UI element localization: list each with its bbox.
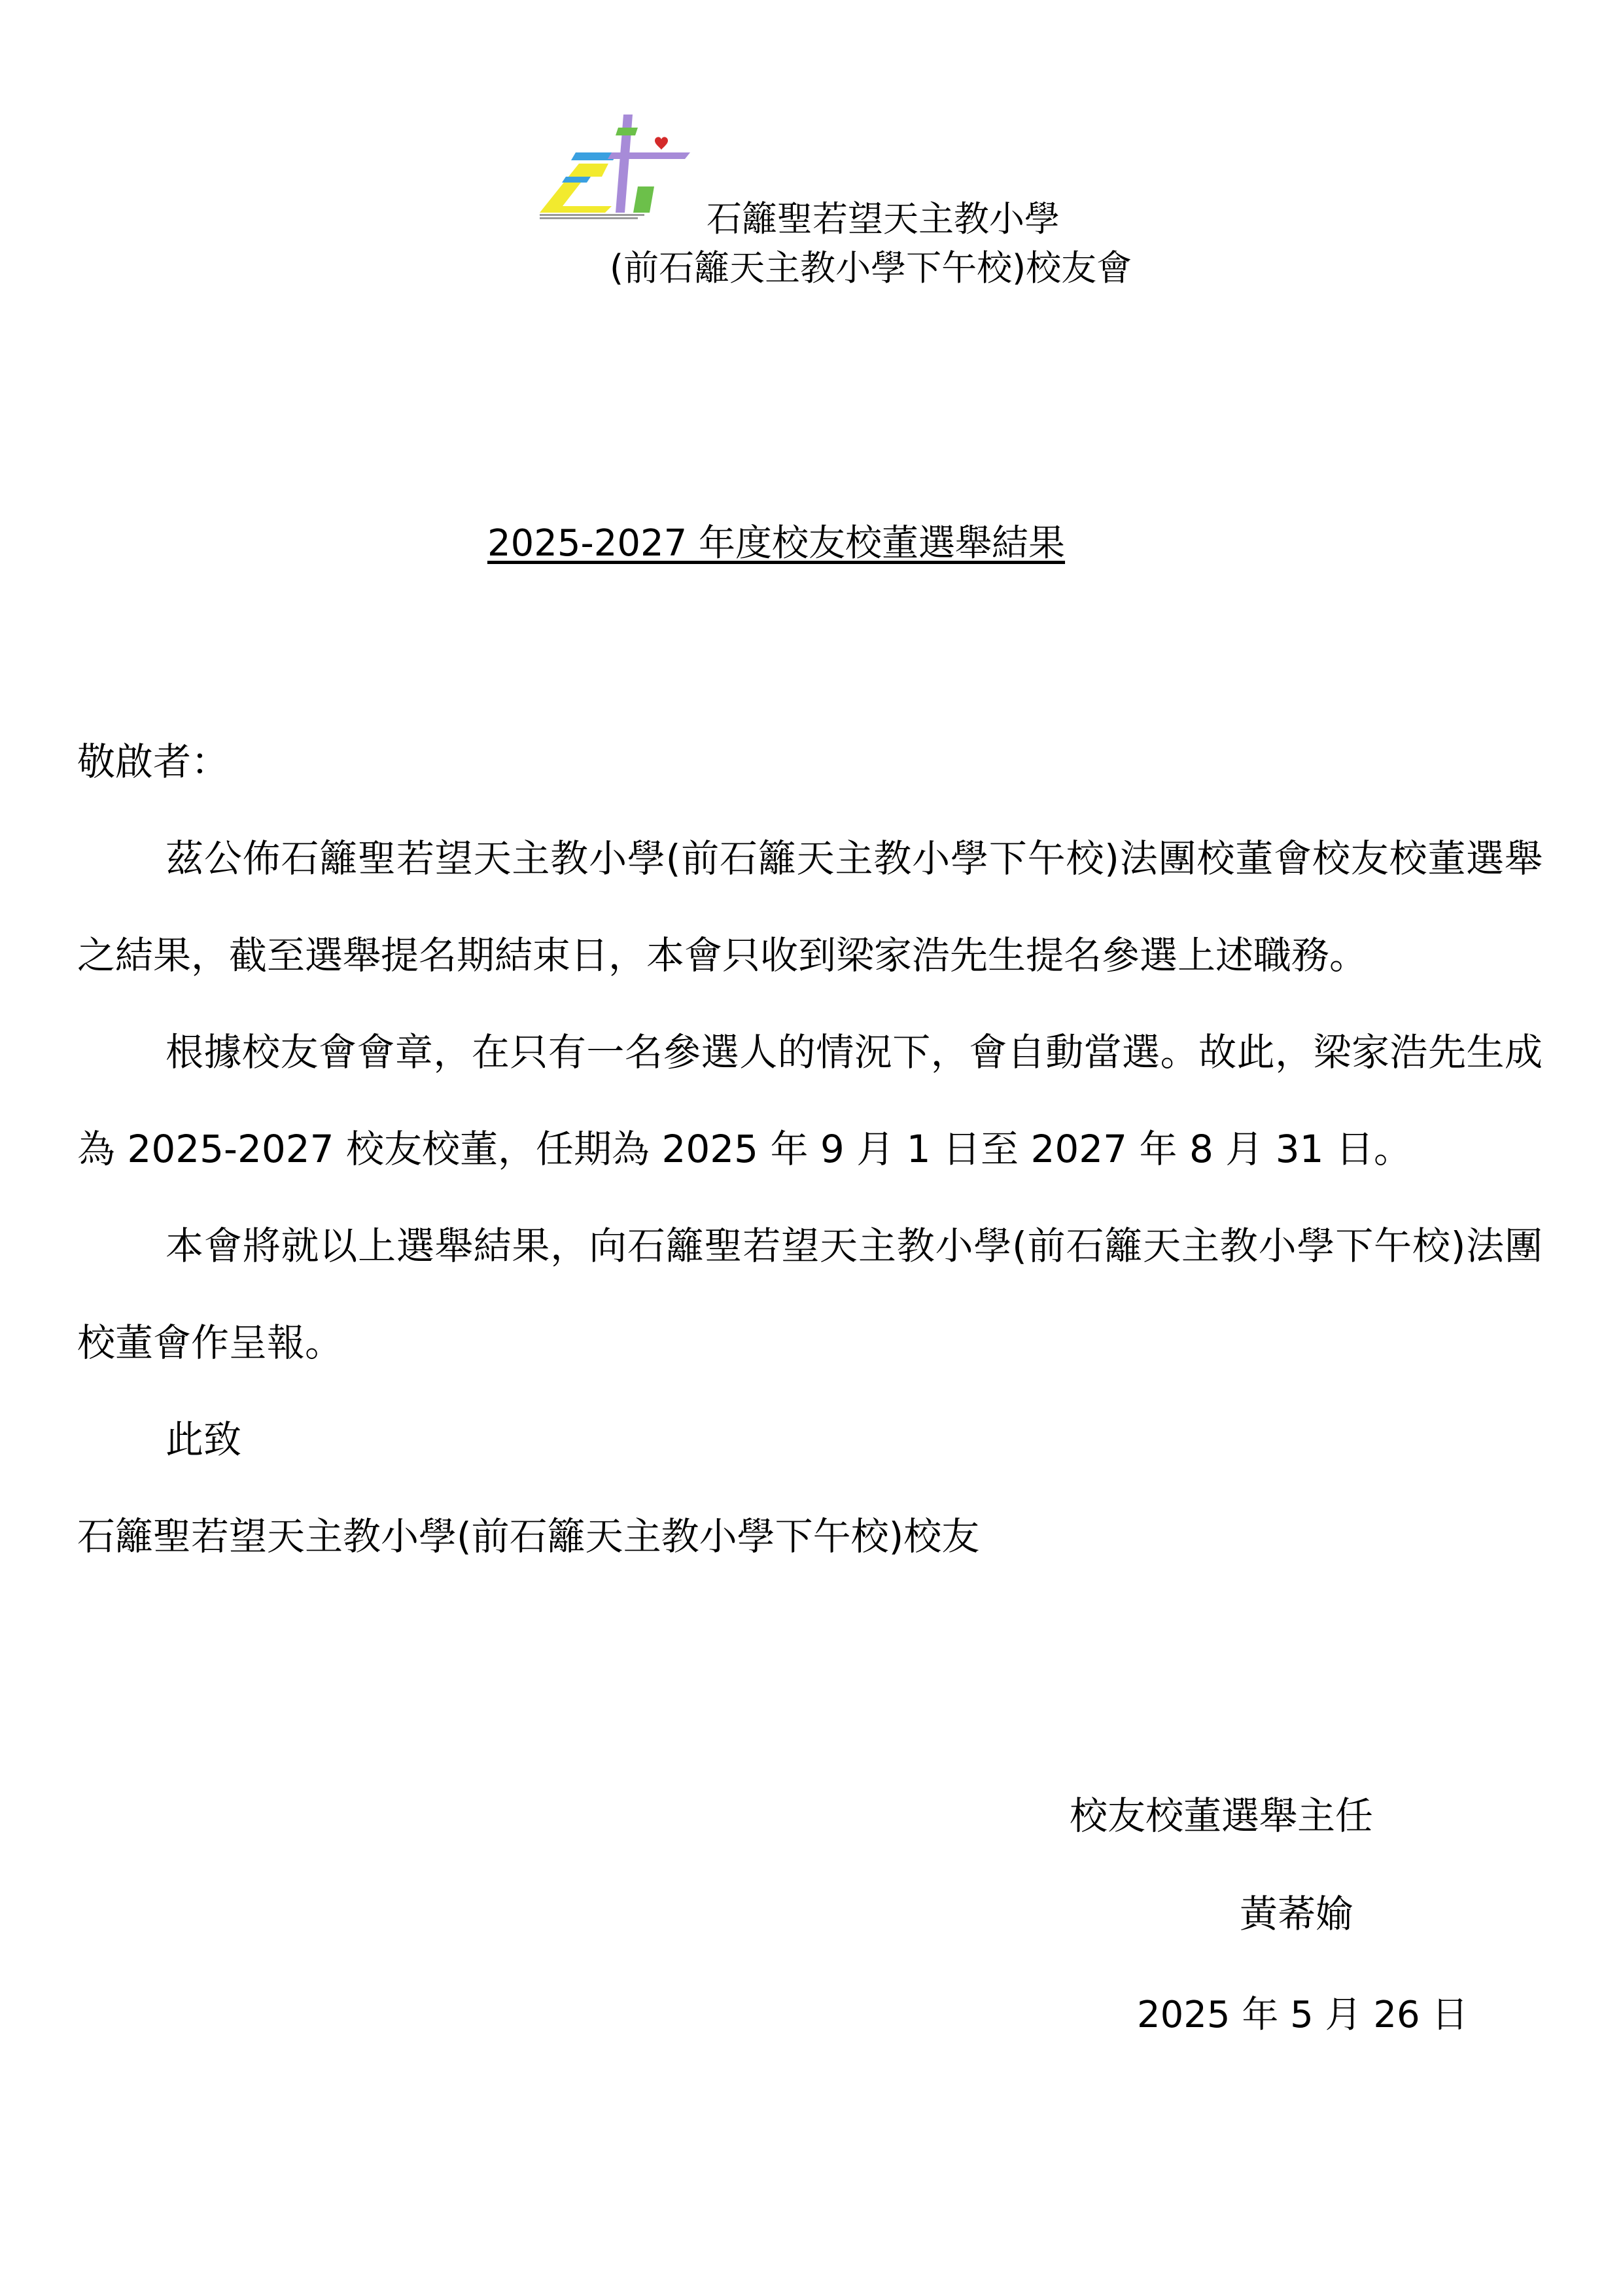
logo-heart-icon xyxy=(655,137,668,150)
paragraph-announcement: 茲公佈石籬聖若望天主教小學(前石籬天主教小學下午校)法團校董會校友校董選舉之結果，截至選舉提名期結束日，本會只收到梁家浩先生提名參選上述職務。 xyxy=(77,836,1543,978)
document-title: 2025-2027 年度校友校董選舉結果 xyxy=(487,522,1066,565)
logo-caption-line-lower xyxy=(540,217,638,219)
school-name: 石籬聖若望天主教小學 xyxy=(707,198,1060,239)
logo-green-stroke xyxy=(616,128,638,135)
logo-yellow-shape xyxy=(540,164,612,213)
paragraph-result: 根據校友會會章，在只有一名參選人的情況下，會自動當選。故此，梁家浩先生成為 2025-2027 校友校董，任期為 2025 年 9 月 1 日至 2027 年 8 月 31 日。 xyxy=(77,1030,1543,1171)
addressee: 石籬聖若望天主教小學(前石籬天主教小學下午校)校友 xyxy=(77,1514,980,1559)
letter-body xyxy=(77,713,1543,1585)
logo-caption-line xyxy=(540,214,644,216)
logo-blue-stroke-lower xyxy=(562,177,591,183)
signer-title: 校友校董選舉主任 xyxy=(1070,1793,1374,1838)
letter-date: 2025 年 5 月 26 日 xyxy=(1137,1994,1469,2036)
school-logo xyxy=(540,115,690,219)
signer-name: 黃莃媮 xyxy=(1240,1892,1354,1936)
association-name: (前石籬天主教小學下午校)校友會 xyxy=(610,247,1132,289)
logo-green-base xyxy=(633,186,654,213)
closing: 此致 xyxy=(166,1417,242,1462)
paragraph-report: 本會將就以上選舉結果，向石籬聖若望天主教小學(前石籬天主教小學下午校)法團校董會作呈報。 xyxy=(77,1224,1543,1365)
salutation: 敬啟者： xyxy=(77,739,230,784)
